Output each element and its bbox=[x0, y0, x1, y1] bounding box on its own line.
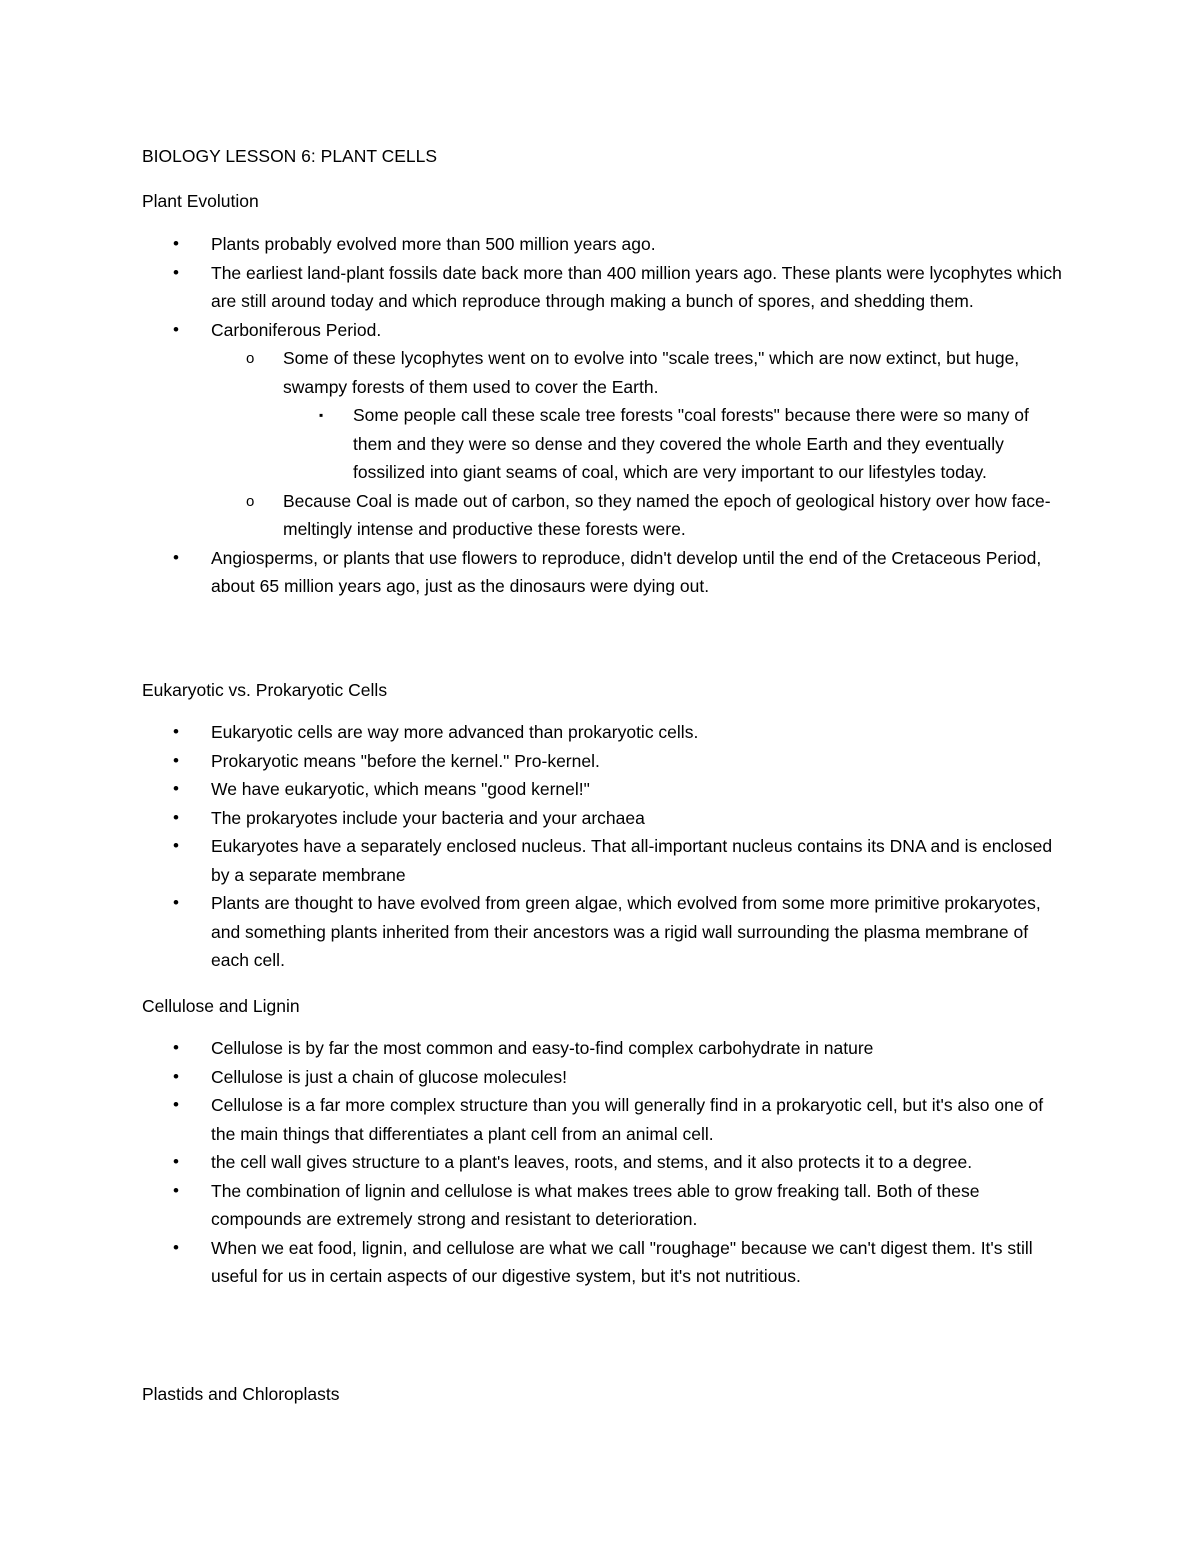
circle-bullet-icon: o bbox=[246, 492, 255, 510]
bullet-icon: • bbox=[173, 234, 179, 253]
list-item bbox=[142, 1063, 1062, 1092]
list-item-text: The prokaryotes include your bacteria and your archaea bbox=[211, 807, 645, 828]
list-item bbox=[142, 1177, 1062, 1234]
bullet-icon: • bbox=[173, 807, 179, 827]
list-item bbox=[142, 544, 1062, 601]
list-item-text: Eukaryotes have a separately enclosed nucleus. That all-important nucleus contains its DNA and is enclosed by a separate membrane bbox=[211, 836, 1053, 885]
list-item bbox=[142, 259, 1062, 316]
list-item bbox=[142, 718, 1062, 747]
bullet-icon: • bbox=[173, 779, 179, 798]
section-heading-eukaryotic: Eukaryotic vs. Prokaryotic Cells bbox=[142, 680, 388, 700]
sublist-item-text: Some of these lycophytes went on to evolve into "scale trees," which are now extinct, but huge, swampy forests of them used to cover the Earth. bbox=[283, 348, 1020, 397]
sub-sublist-item-text: Some people call these scale tree forests "coal forests" because there were so many of them and they were so dense and they covered the whole Earth and they eventually fossilized into giant seams of coal, which are very important to our lifestyles today. bbox=[353, 405, 1029, 482]
square-bullet-icon: ▪ bbox=[319, 408, 324, 422]
list-item bbox=[142, 747, 1062, 776]
bullet-icon: • bbox=[173, 1237, 179, 1257]
list-item bbox=[142, 1091, 1062, 1148]
bullet-icon: • bbox=[173, 262, 179, 282]
list-item-text: Cellulose is by far the most common and easy-to-find complex carbohydrate in nature bbox=[211, 1038, 874, 1058]
sublist-item bbox=[211, 487, 1062, 544]
scale-trees-sublist bbox=[283, 401, 1062, 487]
list-item bbox=[142, 775, 1062, 804]
plant-evolution-list bbox=[142, 230, 1062, 601]
list-item-text: We have eukaryotic, which means "good kernel!" bbox=[211, 779, 590, 799]
list-item bbox=[142, 1234, 1062, 1291]
bullet-icon: • bbox=[173, 1038, 179, 1057]
bullet-icon: • bbox=[173, 722, 179, 741]
list-item bbox=[142, 316, 1062, 544]
list-item-text: Angiosperms, or plants that use flowers to reproduce, didn't develop until the end of the Cretaceous Period, about 65 million years ago, just as the dinosaurs were dying out. bbox=[211, 547, 1042, 596]
list-item-text: Cellulose is just a chain of glucose molecules! bbox=[211, 1066, 568, 1087]
list-item bbox=[142, 889, 1062, 975]
carboniferous-sublist bbox=[211, 344, 1062, 544]
bullet-icon: • bbox=[173, 893, 179, 912]
sublist-item-text: Because Coal is made out of carbon, so they named the epoch of geological history over how face-meltingly intense and productive these forests were. bbox=[283, 490, 1051, 539]
list-item bbox=[142, 804, 1062, 833]
bullet-icon: • bbox=[173, 1180, 179, 1200]
list-item-text: Carboniferous Period. bbox=[211, 319, 382, 340]
cellulose-list bbox=[142, 1034, 1062, 1291]
sublist-item bbox=[211, 344, 1062, 487]
list-item-text: Eukaryotic cells are way more advanced than prokaryotic cells. bbox=[211, 722, 699, 742]
bullet-icon: • bbox=[173, 1095, 179, 1114]
list-item-text: Cellulose is a far more complex structure than you will generally find in a prokaryotic cell, but it's also one of the main things that differentiates a plant cell from an animal cell. bbox=[211, 1095, 1044, 1144]
section-heading-cellulose: Cellulose and Lignin bbox=[142, 996, 300, 1016]
circle-bullet-icon: o bbox=[246, 350, 255, 367]
bullet-icon: • bbox=[173, 1152, 179, 1171]
bullet-icon: • bbox=[173, 1066, 179, 1086]
document-title: BIOLOGY LESSON 6: PLANT CELLS bbox=[142, 146, 438, 166]
list-item bbox=[142, 230, 1062, 259]
list-item bbox=[142, 832, 1062, 889]
bullet-icon: • bbox=[173, 547, 179, 567]
eukaryotic-list bbox=[142, 718, 1062, 975]
bullet-icon: • bbox=[173, 750, 179, 770]
list-item-text: When we eat food, lignin, and cellulose are what we call "roughage" because we can't digest them. It's still useful for us in certain aspects of our digestive system, but it's not nutritious. bbox=[211, 1237, 1033, 1286]
sub-sublist-item bbox=[283, 401, 1062, 487]
list-item bbox=[142, 1034, 1062, 1063]
list-item bbox=[142, 1148, 1062, 1177]
list-item-text: Plants are thought to have evolved from green algae, which evolved from some more primitive prokaryotes, and something plants inherited from their ancestors was a rigid wall surrounding the plasma membrane of each cell. bbox=[211, 893, 1041, 970]
section-heading-plant-evolution: Plant Evolution bbox=[142, 191, 259, 211]
list-item-text: Plants probably evolved more than 500 million years ago. bbox=[211, 234, 656, 254]
section-heading-plastids: Plastids and Chloroplasts bbox=[142, 1384, 340, 1404]
list-item-text: Prokaryotic means "before the kernel." Pro-kernel. bbox=[211, 750, 600, 771]
list-item-text: The combination of lignin and cellulose is what makes trees able to grow freaking tall. Both of these compounds are extremely strong and resistant to deterioration. bbox=[211, 1180, 980, 1229]
bullet-icon: • bbox=[173, 836, 179, 855]
bullet-icon: • bbox=[173, 319, 179, 339]
list-item-text: the cell wall gives structure to a plant's leaves, roots, and stems, and it also protects it to a degree. bbox=[211, 1152, 973, 1172]
list-item-text: The earliest land-plant fossils date back more than 400 million years ago. These plants were lycophytes which are still around today and which reproduce through making a bunch of spores, and shedding them. bbox=[211, 262, 1062, 311]
